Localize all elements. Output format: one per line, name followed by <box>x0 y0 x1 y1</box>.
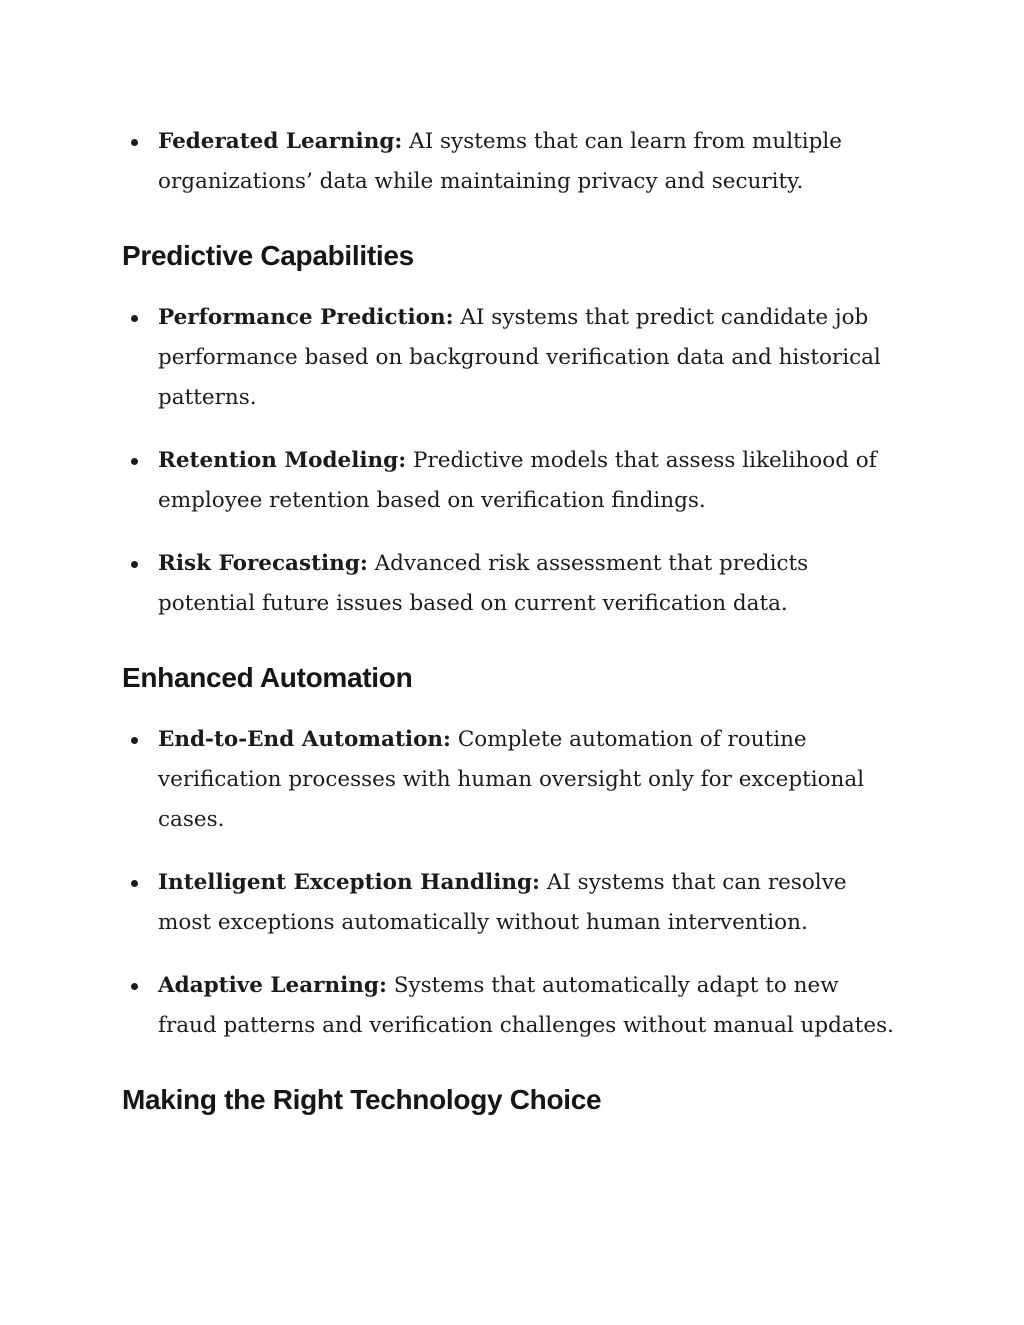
bullet-list <box>122 720 904 1046</box>
list-item-lead: Adaptive Learning: <box>158 973 387 998</box>
list-item-text: AI systems that can resolve most exceptions automatically without human intervention. <box>158 870 847 935</box>
heading-enhanced-automation: Enhanced Automation <box>122 662 413 693</box>
list-item-lead: Intelligent Exception Handling: <box>158 870 540 895</box>
list-item <box>158 720 904 840</box>
heading-making-the-right-technology-choice: Making the Right Technology Choice <box>122 1084 602 1115</box>
list-item <box>158 298 904 418</box>
list-item-text: Systems that automatically adapt to new fraud patterns and verification challenges without manual updates. <box>158 973 894 1038</box>
bullet-list <box>122 122 904 202</box>
list-item-text: Complete automation of routine verification processes with human oversight only for exceptional cases. <box>158 727 865 832</box>
list-item <box>158 441 904 521</box>
list-item <box>158 966 904 1046</box>
list-item-text: AI systems that can learn from multiple organizations’ data while maintaining privacy and security. <box>158 129 842 194</box>
list-item-text: AI systems that predict candidate job performance based on background verification data and historical patterns. <box>158 305 881 410</box>
list-item-lead: Performance Prediction: <box>158 305 454 330</box>
list-item-lead: Federated Learning: <box>158 129 403 154</box>
list-item <box>158 863 904 943</box>
list-item-lead: Risk Forecasting: <box>158 551 368 576</box>
bullet-list <box>122 298 904 624</box>
list-item-text: Predictive models that assess likelihood of employee retention based on verification findings. <box>158 448 877 513</box>
list-item-lead: Retention Modeling: <box>158 448 407 473</box>
list-item <box>158 122 904 202</box>
list-item <box>158 544 904 624</box>
heading-predictive-capabilities: Predictive Capabilities <box>122 240 414 271</box>
list-item-text: Advanced risk assessment that predicts potential future issues based on current verification data. <box>158 551 809 616</box>
list-item-lead: End-to-End Automation: <box>158 727 451 752</box>
